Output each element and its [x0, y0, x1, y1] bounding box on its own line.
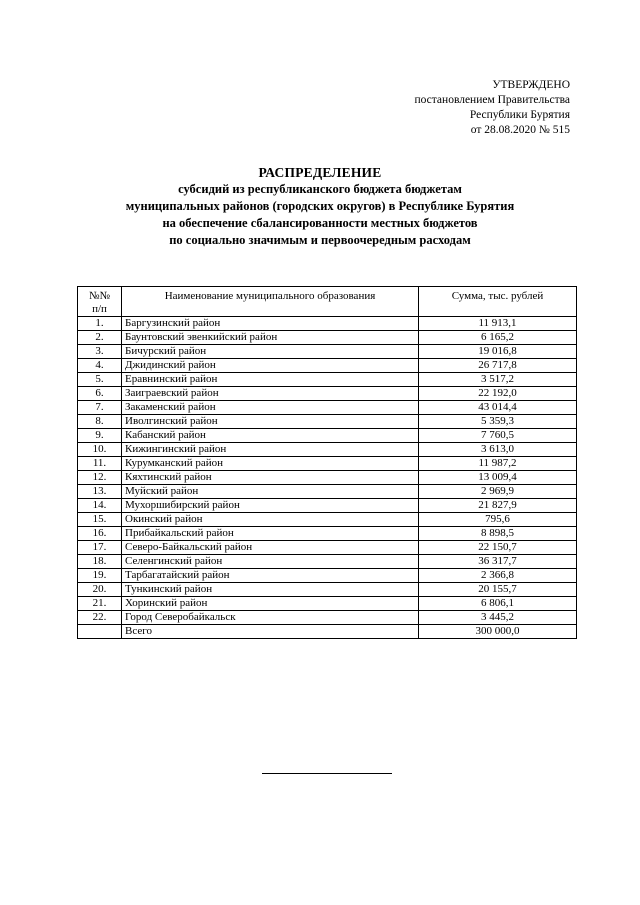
approval-authority: Республики Бурятия	[469, 109, 570, 121]
row-name: Северо-Байкальский район	[122, 541, 419, 555]
title-line: субсидий из республиканского бюджета бюджетам	[178, 182, 462, 196]
table-row	[78, 597, 577, 611]
table-row	[78, 429, 577, 443]
row-sum: 21 827,9	[419, 499, 577, 513]
table-body	[78, 317, 577, 639]
row-sum: 36 317,7	[419, 555, 577, 569]
row-sum: 3 613,0	[419, 443, 577, 457]
row-sum: 20 155,7	[419, 583, 577, 597]
row-sum: 43 014,4	[419, 401, 577, 415]
row-name: Бичурский район	[122, 345, 419, 359]
row-sum: 22 150,7	[419, 541, 577, 555]
header-sum: Сумма, тыс. рублей	[419, 287, 577, 317]
row-name: Прибайкальский район	[122, 527, 419, 541]
header-name: Наименование муниципального образования	[122, 287, 419, 317]
row-number: 19.	[78, 569, 122, 583]
table-row	[78, 345, 577, 359]
row-number: 1.	[78, 317, 122, 331]
row-number: 17.	[78, 541, 122, 555]
table-row	[78, 373, 577, 387]
row-number: 9.	[78, 429, 122, 443]
row-number: 22.	[78, 611, 122, 625]
table-row	[78, 611, 577, 625]
table-row	[78, 485, 577, 499]
row-sum: 8 898,5	[419, 527, 577, 541]
row-name: Закаменский район	[122, 401, 419, 415]
row-number: 8.	[78, 415, 122, 429]
title-line: на обеспечение сбалансированности местных бюджетов	[162, 216, 478, 230]
row-name: Иволгинский район	[122, 415, 419, 429]
row-number: 10.	[78, 443, 122, 457]
row-sum: 300 000,0	[419, 625, 577, 639]
row-sum: 26 717,8	[419, 359, 577, 373]
row-name: Баргузинский район	[122, 317, 419, 331]
row-name: Баунтовский эвенкийский район	[122, 331, 419, 345]
table-row	[78, 527, 577, 541]
row-name: Город Северобайкальск	[122, 611, 419, 625]
table-row	[78, 541, 577, 555]
table-row	[78, 401, 577, 415]
table-row	[78, 457, 577, 471]
row-number: 13.	[78, 485, 122, 499]
row-sum: 11 987,2	[419, 457, 577, 471]
title-main: РАСПРЕДЕЛЕНИЕ	[258, 165, 382, 180]
table-row	[78, 359, 577, 373]
header-number-line2: п/п	[92, 303, 107, 315]
row-name: Всего	[122, 625, 419, 639]
row-sum: 6 806,1	[419, 597, 577, 611]
approval-label: УТВЕРЖДЕНО	[492, 79, 570, 91]
row-name: Хоринский район	[122, 597, 419, 611]
approval-date-number: от 28.08.2020 № 515	[470, 124, 570, 136]
header-number	[78, 287, 122, 317]
row-number: 11.	[78, 457, 122, 471]
row-number: 4.	[78, 359, 122, 373]
table-row	[78, 415, 577, 429]
row-name: Кяхтинский район	[122, 471, 419, 485]
table-header-row	[78, 287, 577, 317]
row-sum: 11 913,1	[419, 317, 577, 331]
row-number: 7.	[78, 401, 122, 415]
table-row	[78, 317, 577, 331]
row-number: 16.	[78, 527, 122, 541]
row-sum: 19 016,8	[419, 345, 577, 359]
table-row	[78, 499, 577, 513]
table-row	[78, 443, 577, 457]
row-sum: 5 359,3	[419, 415, 577, 429]
row-number: 18.	[78, 555, 122, 569]
row-sum: 7 760,5	[419, 429, 577, 443]
row-name: Заиграевский район	[122, 387, 419, 401]
table-row	[78, 513, 577, 527]
row-sum: 13 009,4	[419, 471, 577, 485]
row-number: 21.	[78, 597, 122, 611]
row-sum: 3 445,2	[419, 611, 577, 625]
row-name: Тункинский район	[122, 583, 419, 597]
row-number: 14.	[78, 499, 122, 513]
footer-rule	[262, 773, 392, 774]
row-name: Муйский район	[122, 485, 419, 499]
row-name: Еравнинский район	[122, 373, 419, 387]
title-line: муниципальных районов (городских округов) в Республике Бурятия	[125, 199, 515, 213]
row-name: Джидинский район	[122, 359, 419, 373]
row-name: Курумканский район	[122, 457, 419, 471]
row-number	[78, 625, 122, 639]
row-number: 15.	[78, 513, 122, 527]
table-row	[78, 471, 577, 485]
row-sum: 22 192,0	[419, 387, 577, 401]
row-sum: 6 165,2	[419, 331, 577, 345]
table-row	[78, 569, 577, 583]
table-row	[78, 583, 577, 597]
row-number: 3.	[78, 345, 122, 359]
approval-stamp	[414, 78, 570, 138]
header-number-line1: №№	[89, 290, 110, 302]
row-sum: 2 366,8	[419, 569, 577, 583]
row-number: 2.	[78, 331, 122, 345]
row-name: Кижингинский район	[122, 443, 419, 457]
row-number: 6.	[78, 387, 122, 401]
row-number: 20.	[78, 583, 122, 597]
row-sum: 3 517,2	[419, 373, 577, 387]
row-name: Окинский район	[122, 513, 419, 527]
row-sum: 2 969,9	[419, 485, 577, 499]
distribution-table	[77, 286, 577, 639]
table-total-row	[78, 625, 577, 639]
row-name: Селенгинский район	[122, 555, 419, 569]
row-number: 12.	[78, 471, 122, 485]
row-name: Кабанский район	[122, 429, 419, 443]
row-name: Тарбагатайский район	[122, 569, 419, 583]
title-line: по социально значимым и первоочередным расходам	[169, 233, 471, 247]
document-title	[0, 164, 640, 249]
table-row	[78, 387, 577, 401]
row-sum: 795,6	[419, 513, 577, 527]
approval-decree: постановлением Правительства	[414, 94, 570, 106]
table-row	[78, 555, 577, 569]
table-row	[78, 331, 577, 345]
row-number: 5.	[78, 373, 122, 387]
row-name: Мухоршибирский район	[122, 499, 419, 513]
